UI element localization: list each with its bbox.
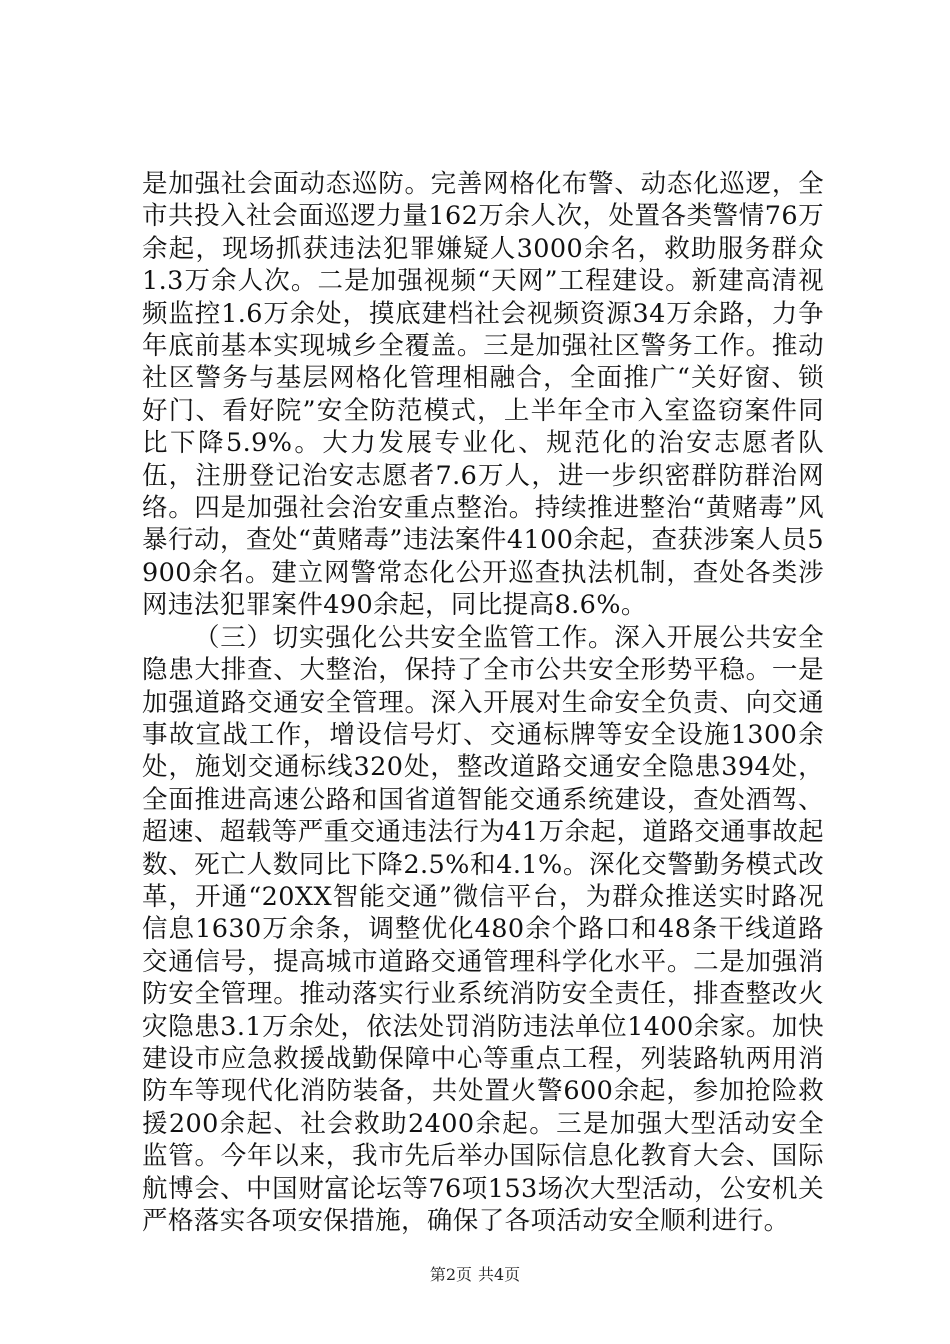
document-body (142, 168, 824, 1237)
page-number: 第2页 (429, 1265, 472, 1284)
paragraph-public-safety-supervision: （三）切实强化公共安全监管工作。深入开展公共安全隐患大排查、大整治，保持了全市公共安全形势平稳。一是加强道路交通安全管理。深入开展对生命安全负责、向交通事故宣战工作，增设信号灯、交通标牌等安全设施1300余处，施划交通标线320处，整改道路交通安全隐患394处，全面推进高速公路和国省道智能交通系统建设，查处酒驾、超速、超载等严重交通违法行为41万余起，道路交通事故起数、死亡人数同比下降2.5%和4.1%。深化交警勤务模式改革，开通“20XX智能交通”微信平台，为群众推送实时路况信息1630万余条，调整优化480余个路口和48条干线道路交通信号，提高城市道路交通管理科学化水平。二是加强消防安全管理。推动落实行业系统消防安全责任，排查整改火灾隐患3.1万余处，依法处罚消防违法单位1400余家。加快建设市应急救援战勤保障中心等重点工程，列装路轨两用消防车等现代化消防装备，共处置火警600余起，参加抢险救援200余起、社会救助2400余起。三是加强大型活动安全监管。今年以来，我市先后举办国际信息化教育大会、国际航博会、中国财富论坛等76项153场次大型活动，公安机关严格落实各项安保措施，确保了各项活动安全顺利进行。 (142, 622, 824, 1236)
page-footer (0, 1265, 950, 1285)
paragraph-patrol-and-security: 是加强社会面动态巡防。完善网格化布警、动态化巡逻，全市共投入社会面巡逻力量162万余人次，处置各类警情76万余起，现场抓获违法犯罪嫌疑人3000余名，救助服务群众1.3万余人次。二是加强视频“天网”工程建设。新建高清视频监控1.6万余处，摸底建档社会视频资源34万余路，力争年底前基本实现城乡全覆盖。三是加强社区警务工作。推动社区警务与基层网格化管理相融合，全面推广“关好窗、锁好门、看好院”安全防范模式，上半年全市入室盗窃案件同比下降5.9%。大力发展专业化、规范化的治安志愿者队伍，注册登记治安志愿者7.6万人，进一步织密群防群治网络。四是加强社会治安重点整治。持续推进整治“黄赌毒”风暴行动，查处“黄赌毒”违法案件4100余起，查获涉案人员5900余名。建立网警常态化公开巡查执法机制，查处各类涉网违法犯罪案件490余起，同比提高8.6%。 (142, 169, 824, 621)
page-total: 共4页 (478, 1265, 521, 1284)
